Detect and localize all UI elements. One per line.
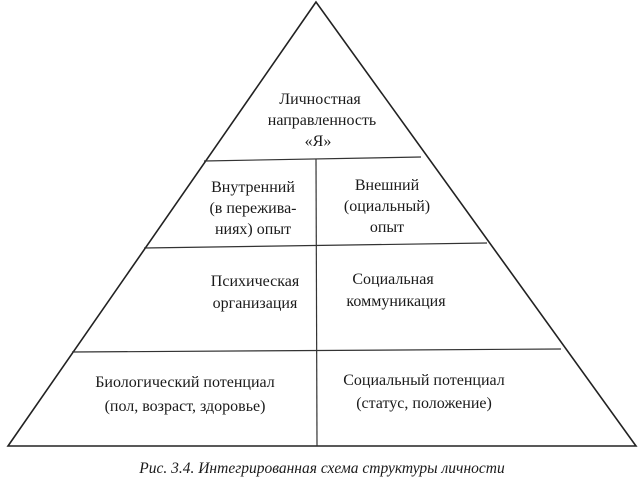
level4-right-block: [343, 372, 505, 412]
level3-left-block: [211, 273, 300, 312]
divider-apex: [204, 157, 421, 161]
level2-right-block: [344, 177, 430, 236]
level2-right-line-2: (оциальный): [343, 198, 431, 215]
level3-right-line-2: коммуникация: [346, 293, 446, 310]
level4-right-line-2: (статус, положение): [356, 395, 492, 412]
level2-left-line-1: Внутренний: [211, 179, 295, 196]
level3-right-line-1: Социальная: [352, 271, 434, 288]
level2-right-line-1: Внешний: [354, 177, 420, 194]
level2-left-line-2: (в пережива-: [209, 200, 297, 217]
apex-line-3: «Я»: [304, 133, 332, 150]
level3-left-line-2: организация: [212, 295, 298, 312]
divider-level2: [144, 243, 487, 248]
level2-left-block: [209, 179, 296, 238]
level4-left-line-2: (пол, возраст, здоровье): [104, 398, 266, 415]
apex-line-1: Личностная: [279, 91, 361, 108]
level4-right-line-1: Социальный потенциал: [343, 372, 505, 389]
divider-vertical: [316, 159, 317, 446]
apex-block: [268, 91, 376, 150]
level3-left-line-1: Психическая: [210, 273, 300, 290]
level2-left-line-3: ниях) опыт: [214, 221, 292, 238]
level4-left-line-1: Биологический потенциал: [95, 374, 275, 391]
level3-right-block: [346, 271, 446, 310]
level4-left-block: [95, 374, 275, 415]
apex-line-2: направленность: [267, 112, 377, 129]
figure-caption: Рис. 3.4. Интегрированная схема структуры личности: [139, 460, 505, 477]
level2-right-line-3: опыт: [369, 219, 405, 236]
